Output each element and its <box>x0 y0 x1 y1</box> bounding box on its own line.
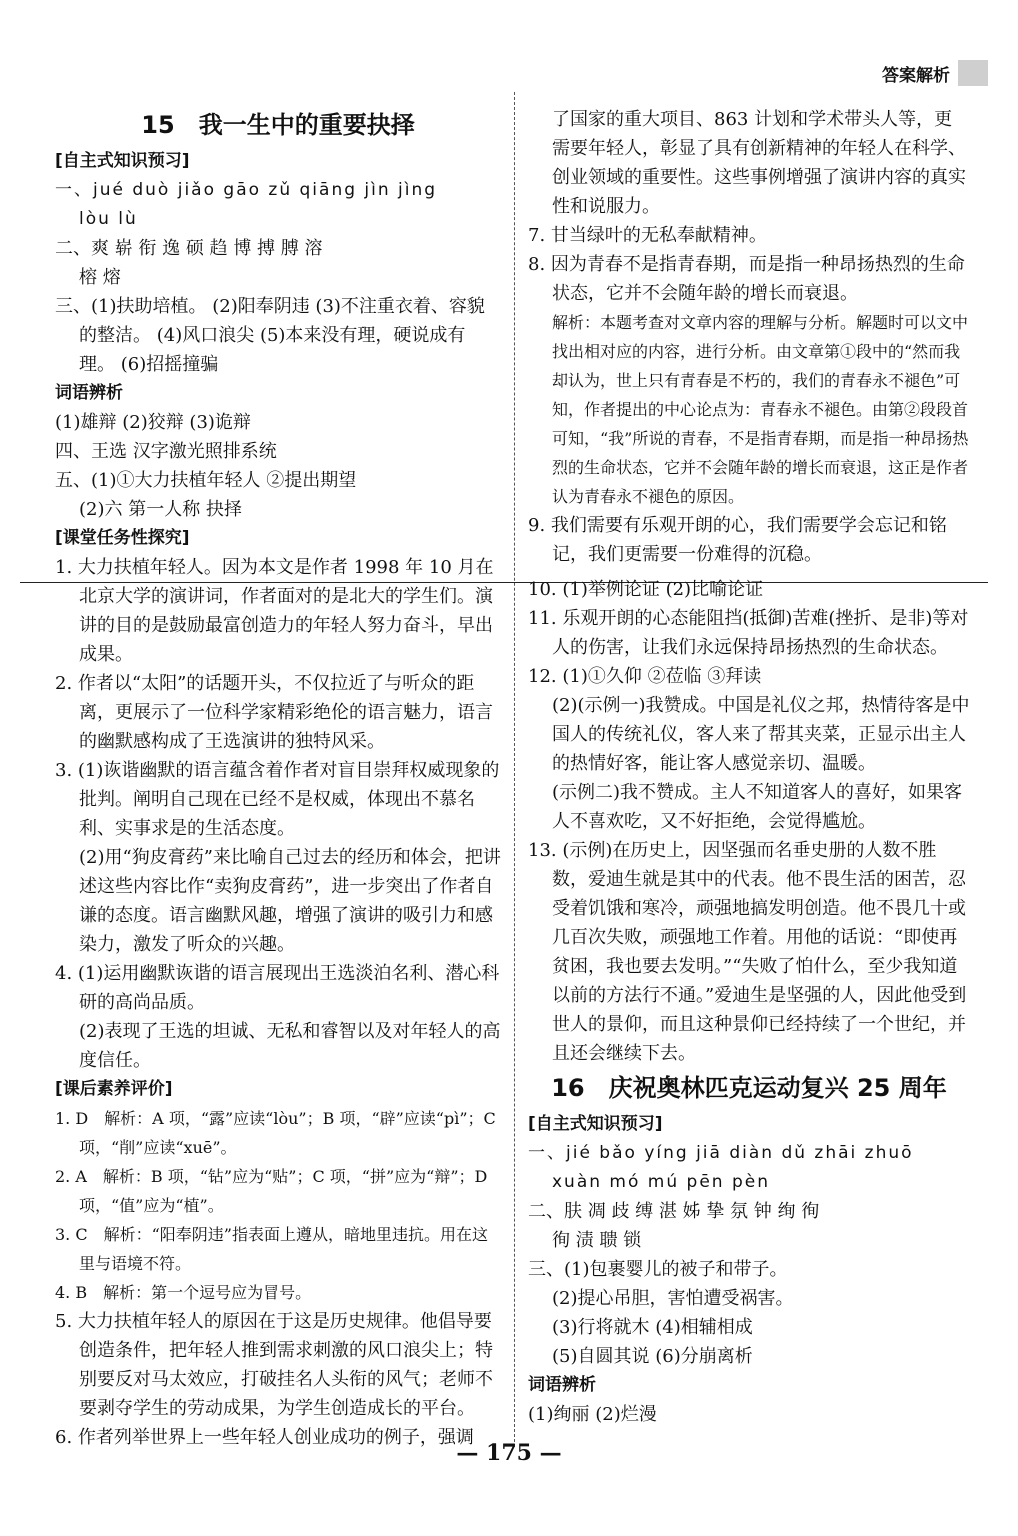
chars-line: 榕 熔 <box>79 267 121 288</box>
answer-item: 四、王选 汉字激光照排系统 <box>55 441 277 462</box>
section-heading: [自主式知识预习] <box>528 1114 663 1134</box>
page-header <box>882 60 988 86</box>
chars-line: 徇 渍 聩 锁 <box>552 1230 642 1251</box>
answer-item: 12. (1)①久仰 ②莅临 ③拜读 <box>528 666 762 687</box>
answer-item: (2)提心吊胆，害怕遭受祸害。 <box>552 1288 794 1309</box>
section-heading: [自主式知识预习] <box>55 151 190 171</box>
answer-item: (2)六 第一人称 抉择 <box>79 499 242 520</box>
answer-item: 7. 甘当绿叶的无私奉献精神。 <box>528 225 767 246</box>
answer-item: (2)用“狗皮膏药”来比喻自己过去的经历和体会，把讲述这些内容比作“卖狗皮膏药”，进一步突出了作者自谦的态度。语言幽默风趣，增强了演讲的吸引力和感染力，激发了听众的兴趣。 <box>79 847 501 955</box>
analysis-note: 解析：本题考查对文章内容的理解与分析。解题时可以文中找出相对应的内容，进行分析。由文章第①段中的“然而我却认为，世上只有青春是不朽的，我们的青春永不褪色”可知，作者提出的中心论点为：青春永不褪色。由第②段段首可知，“我”所说的青春，不是指青春期，而是指一种昂扬热烈的生命状态，它并不会随年龄的增长而衰退，这正是作者认为青春永不褪色的原因。 <box>552 313 969 506</box>
left-column <box>55 105 501 1452</box>
answer-item: 5. 大力扶植年轻人的原因在于这是历史规律。他倡导要创造条件，把年轻人推到需求刺激的风口浪尖上；特别要反对马太效应，打破挂名人头衔的风气；老师不要剥夺学生的劳动成果，为学生创造成长的平台。 <box>55 1311 493 1419</box>
answer-item: 10. (1)举例论证 (2)比喻论证 <box>528 579 764 600</box>
answer-item: 1. 大力扶植年轻人。因为本文是作者 1998 年 10 月在北京大学的演讲词，作者面对的是北大的学生们。演讲的目的是鼓励最富创造力的年轻人努力奋斗，早出成果。 <box>55 557 494 665</box>
answer-item: (2)(示例一)我赞成。中国是礼仪之邦，热情待客是中国人的传统礼仪，客人来了帮其夹菜，正显示出主人的热情好客，能让客人感觉亲切、温暖。 <box>552 695 970 774</box>
answer-item: 3. (1)诙谐幽默的语言蕴含着作者对盲目崇拜权威现象的批判。阐明自己现在已经不是权威，体现出不慕名利、实事求是的生活态度。 <box>55 760 500 839</box>
answer-item: (1)雄辩 (2)狡辩 (3)诡辩 <box>55 412 251 433</box>
section-heading: [课后素养评价] <box>55 1079 173 1099</box>
answer-item: 三、(1)扶助培植。 (2)阳奉阴违 (3)不注重衣着、容貌的整洁。 (4)风口浪尖 (5)本来没有理，硬说成有理。 (6)招摇撞骗 <box>55 296 485 375</box>
subsection-heading: 词语辨析 <box>528 1375 596 1395</box>
chars-line: 二、爽 崭 衔 逸 硕 趋 博 搏 膊 溶 <box>55 238 323 259</box>
lesson-16-title: 16 庆祝奥林匹克运动复兴 25 周年 <box>551 1074 947 1102</box>
answer-item: (2)表现了王选的坦诚、无私和睿智以及对年轻人的高度信任。 <box>79 1021 501 1071</box>
answer-item: (1)绚丽 (2)烂漫 <box>528 1404 657 1425</box>
answer-item: 2. 作者以“太阳”的话题开头，不仅拉近了与听众的距离，更展示了一位科学家精彩绝伦的语言魅力，语言的幽默感构成了王选演讲的独特风采。 <box>55 673 493 752</box>
lesson-15-title: 15 我一生中的重要抉择 <box>141 111 415 139</box>
chars-line: 二、肤 凋 歧 缚 湛 姊 挚 氛 钟 绚 徇 <box>528 1201 820 1222</box>
pinyin-line: lòu lù <box>79 209 138 229</box>
answer-item: 2. A 解析：B 项，“钻”应为“贴”；C 项，“拼”应为“辩”；D 项，“值”应为“植”。 <box>55 1167 488 1215</box>
answer-item: 3. C 解析：“阳奉阴违”指表面上遵从，暗地里违抗。用在这里与语境不符。 <box>55 1225 488 1273</box>
header-tab-block <box>958 60 988 86</box>
answer-item: (5)自圆其说 (6)分崩离析 <box>552 1346 753 1367</box>
right-column <box>528 105 970 1429</box>
answer-item: 8. 因为青春不是指青春期，而是指一种昂扬热烈的生命状态，它并不会随年龄的增长而衰退。 <box>528 254 965 304</box>
answer-item: 13. (示例)在历史上，因坚强而名垂史册的人数不胜数，爱迪生就是其中的代表。他不畏生活的困苦，忍受着饥饿和寒冷，顽强地搞发明创造。他不畏几十或几百次失败，顽强地工作着。用他的话说：“即使再贫困，我也要去发明。”“失败了怕什么，至少我知道以前的方法行不通。”爱迪生是坚强的人，因此他受到世人的景仰，而且这种景仰已经持续了一个世纪，并且还会继续下去。 <box>528 840 967 1064</box>
pinyin-line: 一、jié bǎo yíng jiā diàn dǔ zhāi zhuō <box>528 1143 914 1163</box>
answer-item: 1. D 解析：A 项，“露”应读“lòu”；B 项，“辟”应读“pì”；C 项，“削”应读“xuē”。 <box>55 1109 496 1157</box>
answer-item: 9. 我们需要有乐观开朗的心，我们需要学会忘记和铭记，我们更需要一份难得的沉稳。 <box>528 515 947 565</box>
answer-item: 4. (1)运用幽默诙谐的语言展现出王选淡泊名利、潜心科研的高尚品质。 <box>55 963 500 1013</box>
answer-item: 了国家的重大项目、863 计划和学术带头人等，更需要年轻人，彰显了具有创新精神的年轻人在科学、创业领域的重要性。这些事例增强了演讲内容的真实性和说服力。 <box>552 109 966 217</box>
header-label: 答案解析 <box>882 65 950 86</box>
pinyin-line: xuàn mó mú pēn pèn <box>552 1172 770 1192</box>
answer-item: 4. B 解析：第一个逗号应为冒号。 <box>55 1283 312 1302</box>
answer-item: 三、(1)包裹婴儿的被子和带子。 <box>528 1259 788 1280</box>
column-divider <box>514 92 515 1447</box>
answer-item: 11. 乐观开朗的心态能阻挡(抵御)苦难(挫折、是非)等对人的伤害，让我们永远保持昂扬热烈的生命状态。 <box>528 608 969 658</box>
answer-item: 五、(1)①大力扶植年轻人 ②提出期望 <box>55 470 357 491</box>
answer-item: (3)行将就木 (4)相辅相成 <box>552 1317 753 1338</box>
section-heading: [课堂任务性探究] <box>55 528 190 548</box>
pinyin-line: 一、jué duò jiǎo gāo zǔ qiāng jìn jìng <box>55 180 438 200</box>
answer-item: 6. 作者列举世界上一些年轻人创业成功的例子，强调 <box>55 1427 474 1448</box>
answer-item: (示例二)我不赞成。主人不知道客人的喜好，如果客人不喜欢吃，又不好拒绝，会觉得尴尬。 <box>552 782 963 832</box>
subsection-heading: 词语辨析 <box>55 383 123 403</box>
page-number: — 175 — <box>456 1440 562 1466</box>
